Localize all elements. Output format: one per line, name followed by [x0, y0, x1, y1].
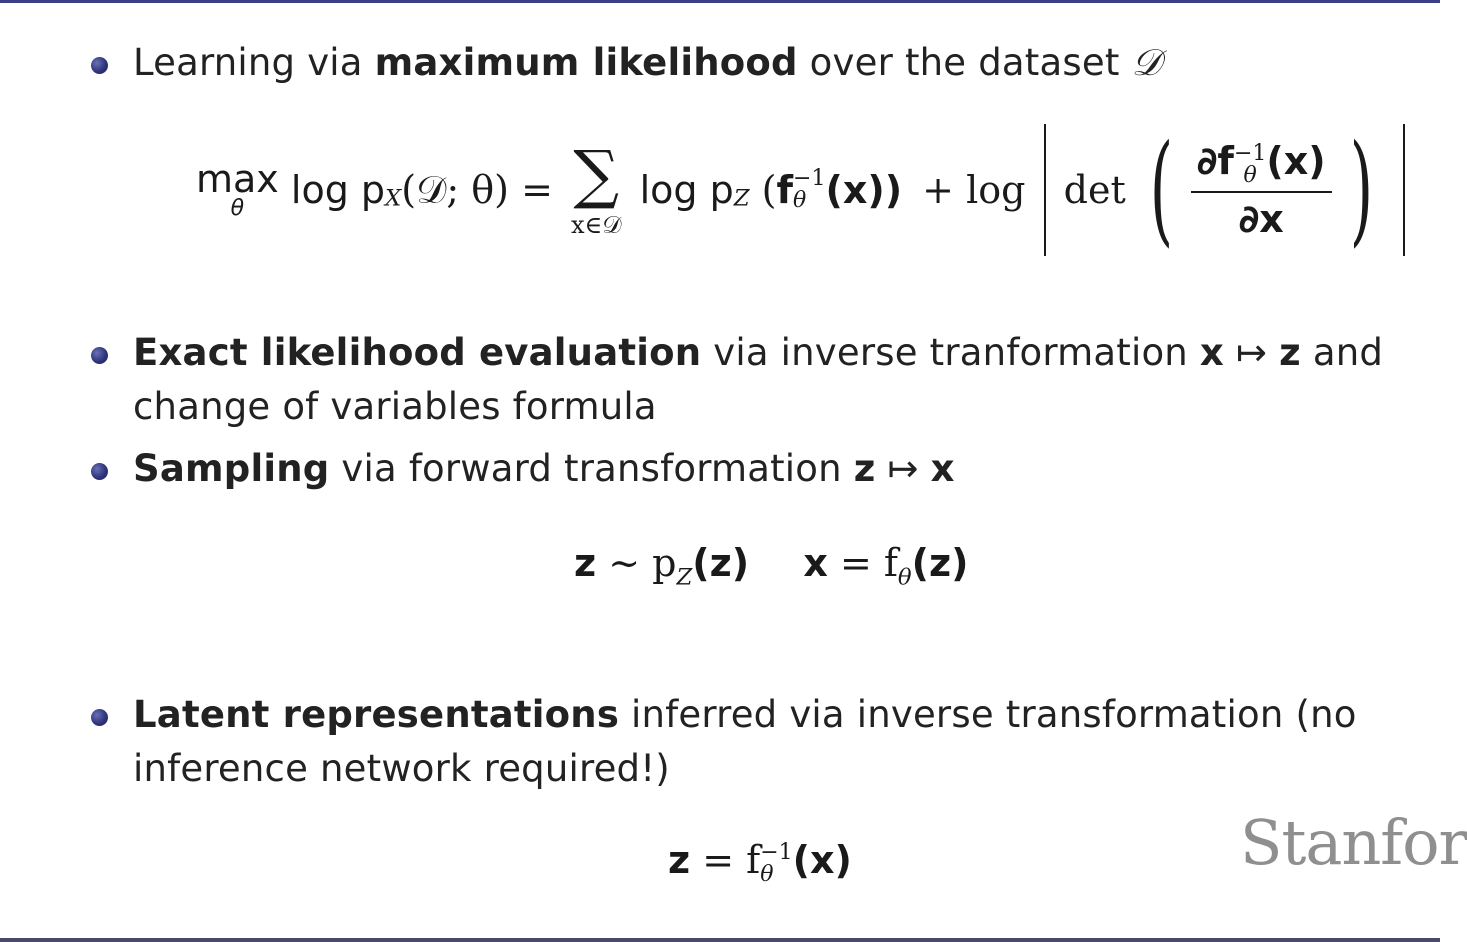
bullet-icon: [91, 347, 108, 364]
bullet-2-text: Exact likelihood evaluation via inverse tranformation x ↦ z and: [133, 331, 1384, 374]
bullet-1-text: Learning via maximum likelihood over the dataset 𝒟: [133, 41, 1162, 84]
stanford-logo: Stanfor: [1240, 806, 1467, 879]
bullet-icon: [91, 57, 108, 74]
bullet-3-text: Sampling via forward transformation z ↦ x: [133, 447, 955, 490]
bullet-4-text: Latent representations inferred via inverse transformation (no: [133, 693, 1357, 736]
sampling-equation: z ∼ $p_Z(z) x = f_\theta(z)$: [574, 541, 969, 591]
bullet-2-line-2: change of variables formula: [133, 385, 657, 428]
bullet-icon: [91, 463, 108, 480]
top-rule: [0, 0, 1440, 3]
inverse-equation: z = f −1 θ (x): [668, 838, 852, 887]
bullet-icon: [91, 709, 108, 726]
bullet-4-line-2: inference network required!): [133, 747, 670, 790]
bottom-rule: [0, 938, 1440, 942]
max-likelihood-equation: max θ $\log p_X(𝒟$; θ) = ∑ x∈𝒟 $\log p_Z$ (f −1 θ (x)) + log det ( ∂f −1 θ (x) ∂x ): [196, 124, 1411, 264]
